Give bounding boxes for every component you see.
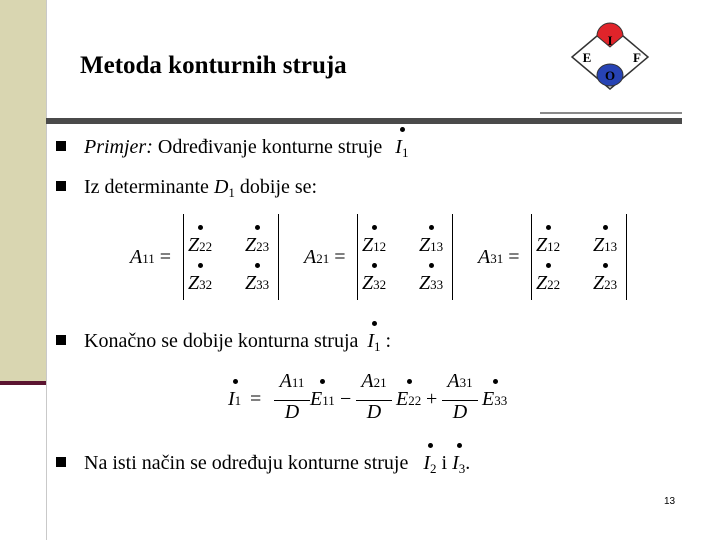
bullet-marker — [56, 181, 66, 191]
current-i: $I_1$ — [367, 330, 381, 354]
bullet-marker — [56, 335, 66, 345]
logo-letter-top: I — [607, 33, 613, 48]
determinant-a21 — [304, 214, 464, 300]
left-accent-bar — [0, 0, 46, 385]
fraction-2: A21 D — [354, 370, 394, 424]
det-label: A11 = — [130, 246, 172, 268]
det-label: A21 = — [304, 246, 346, 268]
det-cell: Z32 — [188, 272, 213, 294]
det-cell: Z13 — [593, 234, 618, 256]
logo-letter-right: F — [633, 50, 641, 65]
bullet-lead: Primjer: — [84, 136, 153, 158]
formula-plus: + — [426, 388, 438, 410]
bullet-determinant — [56, 176, 317, 199]
bullet-text-a: Iz determinante — [84, 176, 214, 198]
current-i: $I_2$ — [423, 452, 437, 476]
bullet-marker — [56, 141, 66, 151]
emf-term: E11 — [310, 388, 335, 410]
det-cell: Z33 — [245, 272, 270, 294]
etf-logo — [560, 20, 660, 95]
det-cell: Z13 — [419, 234, 444, 256]
determinant-a11 — [130, 214, 290, 300]
logo-letter-bottom: O — [604, 68, 616, 83]
formula-lhs: I1 — [228, 388, 242, 410]
slide-title: Metoda konturnih struja — [80, 52, 347, 79]
formula-eq: = — [250, 388, 262, 410]
det-cell: Z33 — [419, 272, 444, 294]
det-cell: Z12 — [536, 234, 561, 256]
det-label: A31 = — [478, 246, 520, 268]
bullet-conj: i — [436, 452, 453, 474]
bullet-text: Na isti način se određuju konturne struje — [84, 452, 414, 474]
determinant-a31 — [478, 214, 638, 300]
det-cell: Z23 — [245, 234, 270, 256]
formula-minus: − — [340, 388, 352, 410]
bullet-text: Određivanje konturne struje — [152, 136, 388, 158]
bullet-primjer — [56, 136, 408, 159]
current-i: $I_3$ — [452, 452, 466, 476]
logo-letter-left: E — [582, 50, 592, 65]
left-accent-line — [0, 381, 46, 385]
det-symbol: $D_1$ — [213, 176, 235, 200]
left-divider — [46, 0, 47, 540]
bullet-tail: . — [465, 452, 471, 474]
bullet-na-isti-nacin — [56, 452, 470, 475]
page-number: 13 — [664, 496, 676, 507]
det-cell: Z12 — [362, 234, 387, 256]
det-cell: Z22 — [536, 272, 561, 294]
bullet-tail: : — [380, 330, 392, 352]
det-cell: Z22 — [188, 234, 213, 256]
header-rule — [46, 118, 682, 124]
det-cell: Z32 — [362, 272, 387, 294]
bullet-konacno — [56, 330, 391, 353]
emf-term: E33 — [482, 388, 508, 410]
fraction-1: A11 D — [272, 370, 312, 424]
bullet-text: Konačno se dobije konturna struja — [84, 330, 364, 352]
emf-term: E22 — [396, 388, 422, 410]
det-cell: Z23 — [593, 272, 618, 294]
fraction-3: A31 D — [440, 370, 480, 424]
header-rule-thin — [540, 112, 682, 114]
bullet-text-b: dobije se: — [234, 176, 318, 198]
bullet-marker — [56, 457, 66, 467]
current-i: $I_1$ — [395, 136, 409, 160]
